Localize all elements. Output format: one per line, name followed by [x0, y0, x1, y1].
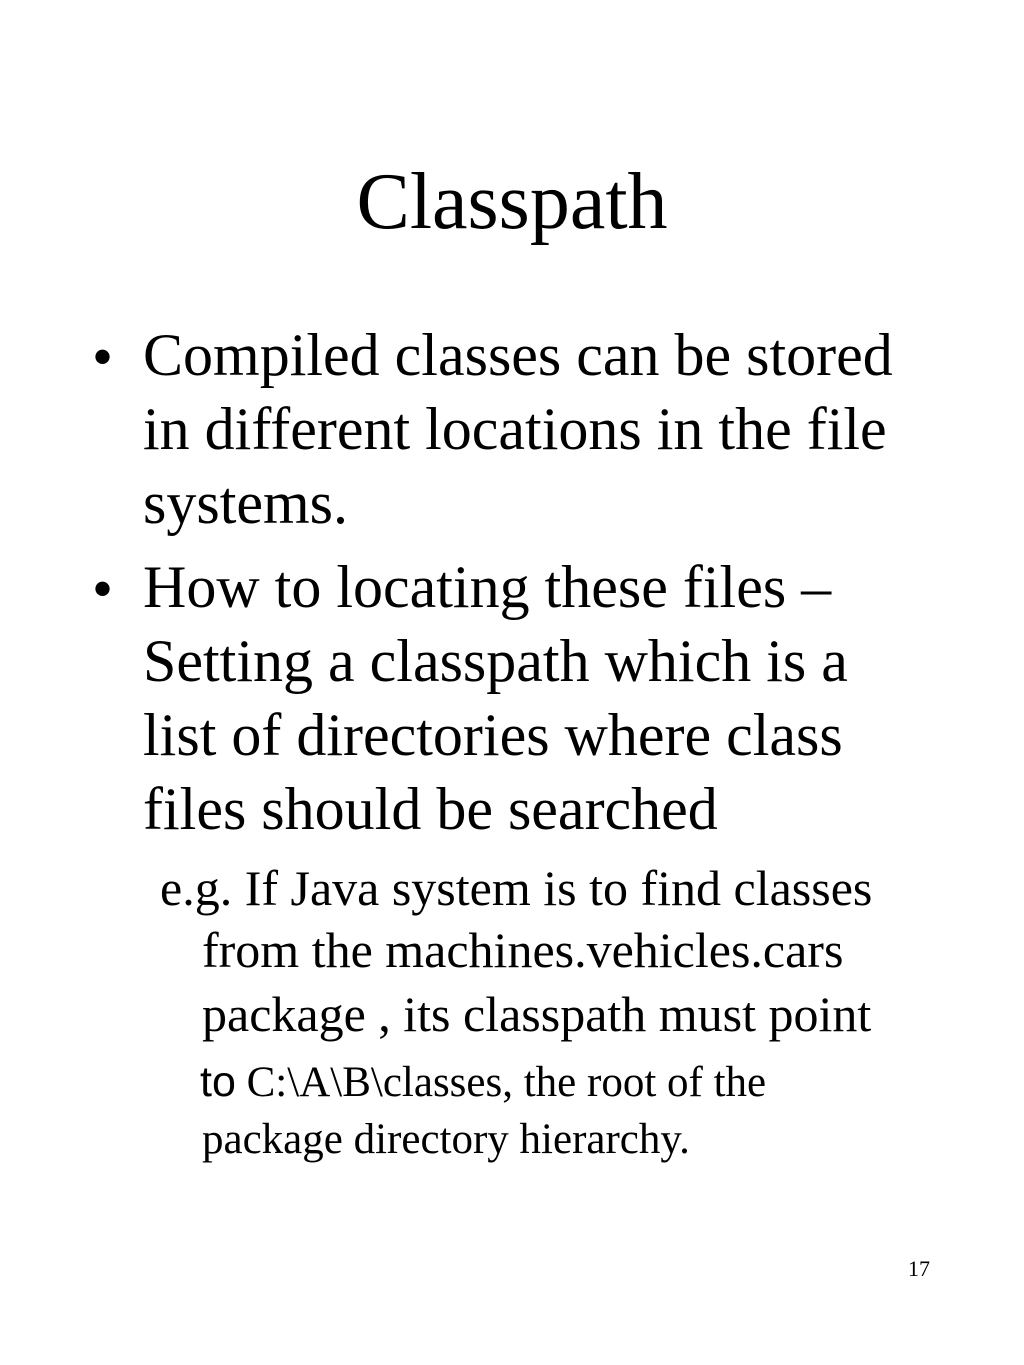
bullet-text-line: How to locating these files –: [143, 554, 832, 620]
bullet-text-line: systems.: [143, 470, 349, 536]
bullet-text-line: files should be searched: [143, 776, 718, 842]
example-to-word: to: [200, 1058, 236, 1106]
example-text-line: package directory hierarchy.: [202, 1116, 690, 1163]
example-text-line: [200, 1051, 766, 1114]
example-path-text: C:\A\B\classes, the root of the: [235, 1059, 767, 1106]
example-text-line: e.g. If Java system is to find classes: [160, 860, 873, 916]
slide-title: Classpath: [356, 158, 668, 246]
example-text-line: package , its classpath must point: [202, 986, 872, 1042]
bullet-text-line: Compiled classes can be stored: [143, 322, 893, 388]
bullet-text-line: list of directories where class: [143, 702, 843, 768]
bullet-dot-icon: •: [92, 556, 114, 622]
page-number: 17: [908, 1256, 930, 1281]
example-text-line: from the machines.vehicles.cars: [202, 922, 844, 978]
bullet-text-line: in different locations in the file: [143, 396, 887, 462]
bullet-dot-icon: •: [92, 324, 114, 390]
bullet-text-line: Setting a classpath which is a: [143, 628, 848, 694]
